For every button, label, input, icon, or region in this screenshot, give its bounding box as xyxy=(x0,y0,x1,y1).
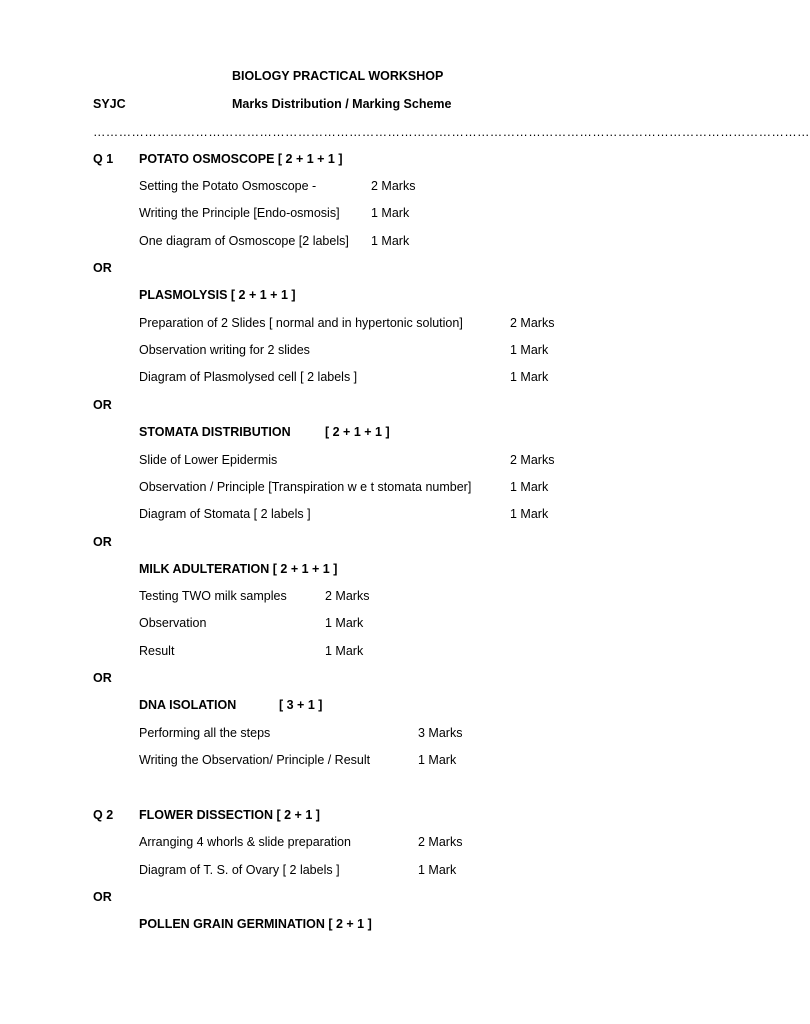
plasmolysis-item-marks: 1 Mark xyxy=(510,370,549,384)
or-separator: OR xyxy=(93,890,112,904)
stomata-item-desc: Slide of Lower Epidermis xyxy=(139,453,278,467)
flower-item-desc: Diagram of T. S. of Ovary [ 2 labels ] xyxy=(139,863,340,877)
flower-item-marks: 1 Mark xyxy=(418,863,457,877)
osmoscope-item-desc: One diagram of Osmoscope [2 labels] xyxy=(139,234,349,248)
plasmolysis-item-marks: 2 Marks xyxy=(510,316,555,330)
question-2-label: Q 2 xyxy=(93,808,114,822)
milk-heading: MILK ADULTERATION [ 2 + 1 + 1 ] xyxy=(139,562,338,576)
dna-item-desc: Writing the Observation/ Principle / Result xyxy=(139,753,371,767)
flower-item-desc: Arranging 4 whorls & slide preparation xyxy=(139,835,351,849)
dna-scheme: [ 3 + 1 ] xyxy=(279,698,323,712)
milk-item-desc: Observation xyxy=(139,616,207,630)
osmoscope-item-desc: Writing the Principle [Endo-osmosis] xyxy=(139,206,340,220)
pollen-heading: POLLEN GRAIN GERMINATION [ 2 + 1 ] xyxy=(139,917,372,931)
or-separator: OR xyxy=(93,535,112,549)
or-separator: OR xyxy=(93,261,112,275)
stomata-item-marks: 1 Mark xyxy=(510,480,549,494)
plasmolysis-item-marks: 1 Mark xyxy=(510,343,549,357)
milk-item-marks: 2 Marks xyxy=(325,589,370,603)
plasmolysis-heading: PLASMOLYSIS [ 2 + 1 + 1 ] xyxy=(139,288,296,302)
osmoscope-item-marks: 2 Marks xyxy=(371,179,416,193)
stomata-item-desc: Diagram of Stomata [ 2 labels ] xyxy=(139,507,311,521)
osmoscope-item-desc: Setting the Potato Osmoscope - xyxy=(139,179,317,193)
flower-item-marks: 2 Marks xyxy=(418,835,463,849)
dna-item-marks: 1 Mark xyxy=(418,753,457,767)
question-1-label: Q 1 xyxy=(93,152,114,166)
plasmolysis-item-desc: Preparation of 2 Slides [ normal and in hypertonic solution] xyxy=(139,316,463,330)
milk-item-desc: Result xyxy=(139,644,175,658)
or-separator: OR xyxy=(93,398,112,412)
stomata-item-marks: 1 Mark xyxy=(510,507,549,521)
osmoscope-heading: POTATO OSMOSCOPE [ 2 + 1 + 1 ] xyxy=(139,152,343,166)
document-subtitle: Marks Distribution / Marking Scheme xyxy=(232,97,452,111)
stomata-scheme: [ 2 + 1 + 1 ] xyxy=(325,425,390,439)
or-separator: OR xyxy=(93,671,112,685)
flower-heading: FLOWER DISSECTION [ 2 + 1 ] xyxy=(139,808,320,822)
osmoscope-item-marks: 1 Mark xyxy=(371,234,410,248)
school-label: SYJC xyxy=(93,97,126,111)
milk-item-marks: 1 Mark xyxy=(325,616,364,630)
dotted-separator: …………………………………………………………………………………………………………………………………………………… xyxy=(93,125,810,139)
dna-heading: DNA ISOLATION xyxy=(139,698,237,712)
dna-item-marks: 3 Marks xyxy=(418,726,463,740)
plasmolysis-item-desc: Diagram of Plasmolysed cell [ 2 labels ] xyxy=(139,370,358,384)
milk-item-desc: Testing TWO milk samples xyxy=(139,589,287,603)
plasmolysis-item-desc: Observation writing for 2 slides xyxy=(139,343,310,357)
stomata-item-desc: Observation / Principle [Transpiration w e t stomata number] xyxy=(139,480,472,494)
dna-item-desc: Performing all the steps xyxy=(139,726,271,740)
osmoscope-item-marks: 1 Mark xyxy=(371,206,410,220)
milk-item-marks: 1 Mark xyxy=(325,644,364,658)
stomata-heading: STOMATA DISTRIBUTION xyxy=(139,425,291,439)
stomata-item-marks: 2 Marks xyxy=(510,453,555,467)
document-title: BIOLOGY PRACTICAL WORKSHOP xyxy=(232,69,444,83)
